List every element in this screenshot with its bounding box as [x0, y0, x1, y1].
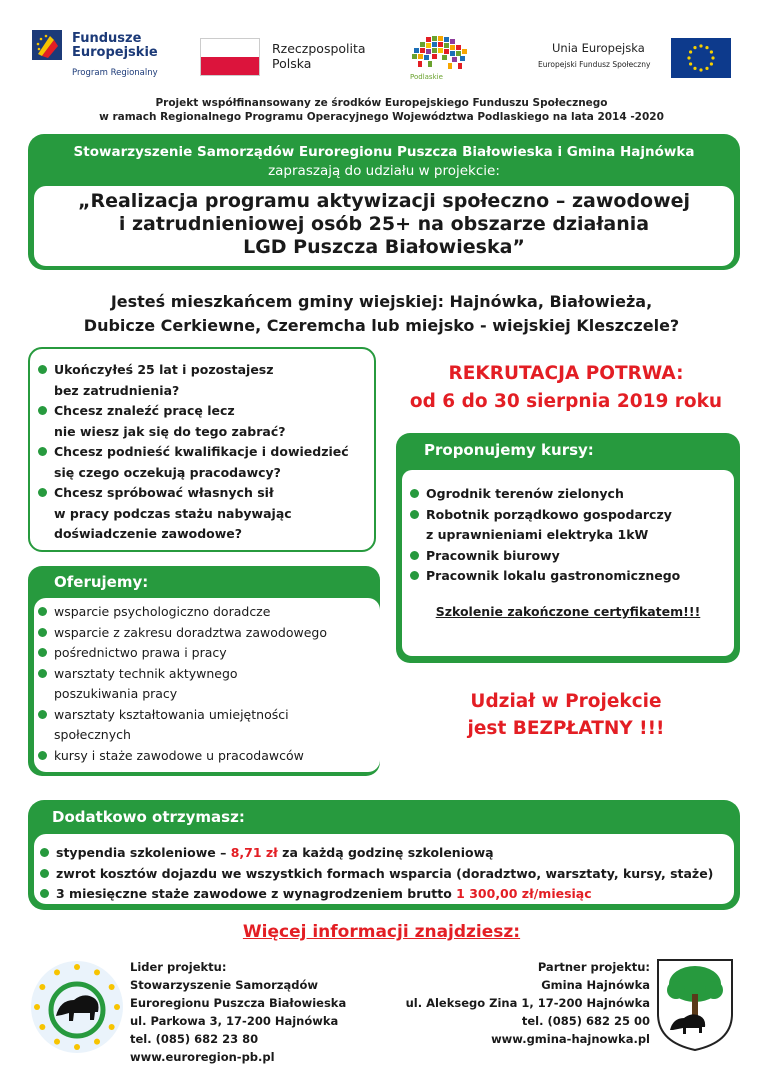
courses-title: Proponujemy kursy: — [424, 441, 594, 459]
offer-title: Oferujemy: — [54, 573, 149, 591]
questions-list — [38, 360, 376, 545]
eu-star-icon — [710, 62, 713, 65]
partner-address: ul. Aleksego Zina 1, 17-200 Hajnówka — [405, 996, 650, 1010]
project-title-line3: LGD Puszcza Białowieska” — [243, 236, 525, 258]
emblem-star-icon — [94, 1039, 100, 1045]
question-text: doświadczenie zawodowe? — [54, 526, 243, 541]
leader-website: www.euroregion-pb.pl — [130, 1050, 275, 1064]
unia-europejska-logo — [538, 38, 733, 78]
list-item — [410, 484, 730, 505]
benefit-text: stypendia szkoleniowe – — [56, 845, 231, 860]
leader-name1: Stowarzyszenie Samorządów — [130, 978, 319, 992]
question-text: bez zatrudnienia? — [54, 382, 180, 398]
emblem-star-icon — [54, 1039, 60, 1045]
list-item — [410, 566, 730, 587]
leader-label: Lider projektu: — [130, 960, 227, 974]
list-item — [38, 643, 376, 664]
offer-text: warsztaty technik aktywnego — [54, 665, 238, 681]
resident-question-line2: Dubicze Cerkiewne, Czeremcha lub miejsko - wiejskiej Kleszczele? — [83, 316, 680, 335]
offer-text: wsparcie z zakresu doradztwa zawodowego — [54, 624, 327, 640]
question-text: Chcesz spróbować własnych sił — [54, 485, 274, 500]
list-item — [38, 602, 376, 623]
additional-title: Dodatkowo otrzymasz: — [52, 808, 245, 826]
emblem-star-icon — [39, 984, 45, 990]
polish-flag-icon — [200, 38, 260, 76]
offer-text: pośrednictwo prawa i pracy — [54, 645, 227, 660]
fe-line2: Europejskie — [72, 45, 158, 60]
free-line1: Udział w Projekcie — [470, 691, 662, 712]
emblem-star-icon — [74, 964, 80, 970]
eu-star-icon — [699, 68, 702, 71]
eu-star-icon — [699, 44, 702, 47]
question-text: nie wiesz jak się do tego zabrać? — [54, 423, 286, 439]
stipend-amount: 8,71 zł — [230, 845, 278, 860]
course-name: Pracownik biurowy — [426, 547, 560, 563]
recruitment-notice — [386, 360, 746, 416]
certificate-note: Szkolenie zakończone certyfikatem!!! — [435, 604, 701, 619]
course-name: Robotnik porządkowo gospodarczy — [426, 506, 672, 522]
recruitment-line1: REKRUTACJA POTRWA: — [448, 363, 684, 384]
list-item — [38, 442, 376, 483]
course-name: z uprawnieniami elektryka 1kW — [426, 527, 649, 542]
emblem-star-icon — [109, 1024, 115, 1030]
invitation-line: zapraszają do udziału w projekcie: — [268, 163, 500, 179]
eu-star-icon — [705, 67, 708, 70]
emblem-star-icon — [34, 1004, 40, 1010]
more-info-heading: Więcej informacji znajdziesz: — [242, 922, 521, 942]
list-item — [38, 705, 376, 746]
offer-text: warsztaty kształtowania umiejętności — [54, 706, 289, 722]
fe-line3: Program Regionalny — [72, 68, 158, 78]
list-item — [410, 546, 730, 567]
project-leader — [130, 958, 410, 1066]
fe-line1: Fundusze — [72, 31, 142, 46]
emblem-star-icon — [74, 1044, 80, 1050]
additional-list — [40, 843, 734, 905]
ue-line1: Unia Europejska — [552, 41, 645, 55]
list-item — [38, 623, 376, 644]
bison-mosaic-icon — [408, 33, 472, 73]
course-name: Ogrodnik terenów zielonych — [426, 486, 624, 501]
organizers-line: Stowarzyszenie Samorządów Euroregionu Puszcza Białowieska i Gmina Hajnówka — [73, 144, 695, 160]
question-text: Chcesz znaleźć pracę lecz — [54, 403, 235, 418]
benefit-text: 3 miesięczne staże zawodowe z wynagrodzeniem brutto — [56, 886, 457, 901]
list-item — [40, 864, 734, 885]
free-participation-notice — [386, 688, 746, 742]
eu-star-icon — [687, 56, 690, 59]
list-item — [410, 505, 730, 546]
question-text: Chcesz podnieść kwalifikacje i dowiedzieć — [54, 444, 349, 459]
list-item — [40, 884, 734, 905]
ue-line2: Europejski Fundusz Społeczny — [538, 60, 651, 69]
benefit-text: zwrot kosztów dojazdu we wszystkich formach wsparcia (doradztwo, warsztaty, kursy, staże) — [56, 865, 714, 881]
recruitment-dates: od 6 do 30 sierpnia 2019 roku — [409, 391, 723, 412]
hajnowka-coat-of-arms-icon — [656, 958, 734, 1052]
leader-name2: Euroregionu Puszcza Białowieska — [130, 996, 347, 1010]
leader-phone: tel. (085) 682 23 80 — [130, 1032, 259, 1046]
list-item — [40, 843, 734, 864]
eu-star-icon — [693, 46, 696, 49]
offer-text: społecznych — [54, 727, 131, 742]
partner-phone: tel. (085) 682 25 00 — [521, 1014, 650, 1028]
question-text: w pracy podczas stażu nabywając — [54, 505, 292, 521]
rp-line1: Rzeczpospolita — [272, 41, 366, 56]
rp-line2: Polska — [272, 56, 312, 71]
eu-star-icon — [711, 56, 714, 59]
benefit-text: za każdą godzinę szkoleniową — [277, 845, 494, 860]
resident-question-line1: Jesteś mieszkańcem gminy wiejskiej: Hajnówka, Białowieża, — [110, 292, 653, 311]
question-text: się czego oczekują pracodawcy? — [54, 464, 281, 480]
list-item — [38, 664, 376, 705]
leader-address: ul. Parkowa 3, 17-200 Hajnówka — [130, 1014, 339, 1028]
partner-website: www.gmina-hajnowka.pl — [491, 1032, 650, 1046]
eu-star-icon — [689, 50, 692, 53]
offer-text: kursy i staże zawodowe u pracodawców — [54, 747, 304, 763]
podlaskie-label: Podlaskie — [410, 73, 443, 81]
eu-star-icon — [710, 50, 713, 53]
partner-name: Gmina Hajnówka — [541, 978, 650, 992]
offer-text: wsparcie psychologiczno doradcze — [54, 604, 271, 619]
cofinancing-line2: w ramach Regionalnego Programu Operacyjnego Województwa Podlaskiego na lata 2014 -2020 — [99, 111, 664, 123]
project-title-line2: i zatrudnieniowej osób 25+ na obszarze działania — [118, 213, 650, 235]
partner-label: Partner projektu: — [537, 960, 650, 974]
cofinancing-line1: Projekt współfinansowany ze środków Europejskiego Funduszu Społecznego — [155, 97, 608, 109]
list-item — [38, 483, 376, 545]
offer-text: poszukiwania pracy — [54, 686, 178, 701]
euroregion-emblem-icon — [28, 958, 126, 1056]
eu-flag-icon — [671, 38, 731, 78]
fe-star-icon — [32, 30, 62, 60]
fundusze-europejskie-logo — [32, 30, 162, 82]
course-name: Pracownik lokalu gastronomicznego — [426, 568, 681, 583]
emblem-star-icon — [39, 1024, 45, 1030]
salary-amount: 1 300,00 zł/miesiąc — [456, 886, 592, 901]
eu-star-icon — [689, 62, 692, 65]
emblem-star-icon — [114, 1004, 120, 1010]
list-item — [38, 360, 376, 401]
emblem-star-icon — [109, 984, 115, 990]
free-line2: jest BEZPŁATNY !!! — [467, 718, 665, 739]
list-item — [38, 401, 376, 442]
project-partner — [380, 958, 650, 1048]
question-text: Ukończyłeś 25 lat i pozostajesz — [54, 362, 274, 377]
offer-list — [38, 602, 376, 766]
podlaskie-logo — [408, 33, 472, 83]
emblem-star-icon — [94, 969, 100, 975]
resident-question — [0, 290, 763, 338]
emblem-star-icon — [54, 969, 60, 975]
rzeczpospolita-logo — [200, 38, 390, 78]
project-title — [34, 190, 734, 259]
list-item — [38, 746, 376, 767]
eu-star-icon — [693, 67, 696, 70]
eu-star-icon — [705, 46, 708, 49]
project-title-line1: „Realizacja programu aktywizacji społeczno – zawodowej — [77, 190, 691, 212]
courses-list — [410, 484, 730, 587]
